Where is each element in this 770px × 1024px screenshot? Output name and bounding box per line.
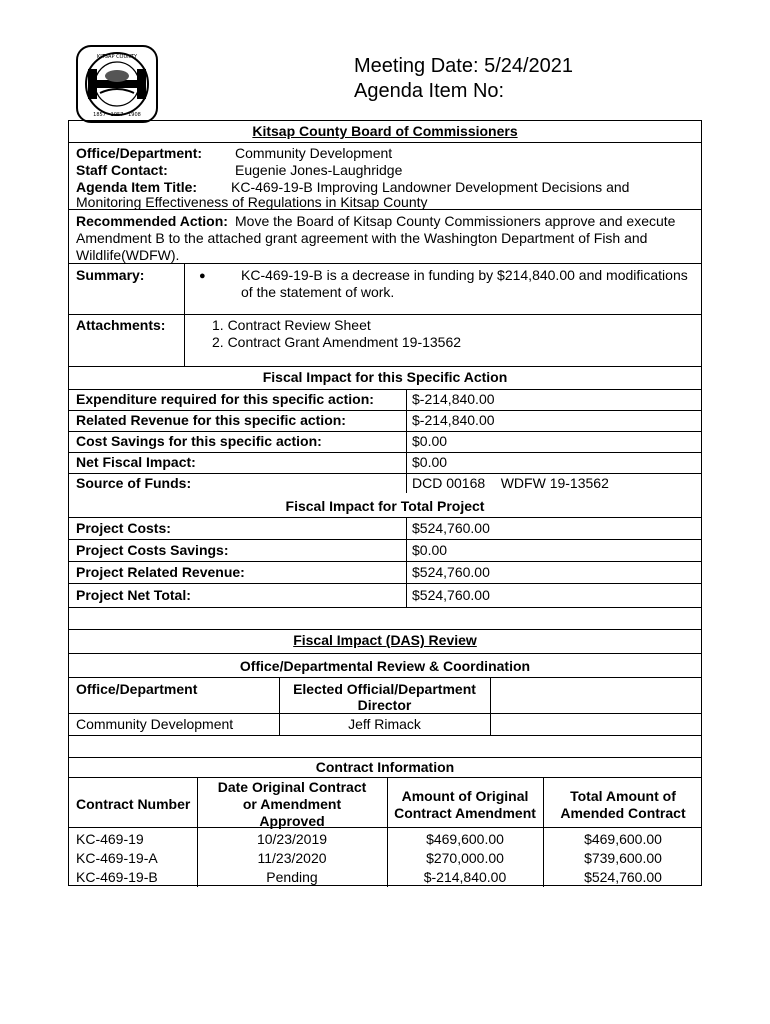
summary-line2: of the statement of work.: [241, 284, 395, 300]
contract-row-date: 11/23/2020: [257, 850, 327, 866]
fiscal-row-value: $0.00: [412, 454, 448, 470]
fiscal-row-label: Related Revenue for this specific action:: [76, 412, 346, 428]
contract-date-header: Date Original Contract: [217, 779, 367, 795]
meeting-header: [354, 54, 573, 104]
fiscal-row-label: Cost Savings for this specific action:: [76, 433, 322, 449]
fiscal-row-value: DCD 00168 WDFW 19-13562: [412, 475, 609, 491]
contract-row-number: KC-469-19: [76, 831, 144, 847]
recommended-action-line2: Amendment B to the attached grant agreement with the Washington Department of Fish and: [76, 230, 648, 246]
contract-row-total: $469,600.00: [584, 831, 662, 847]
fiscal-row-value: $-214,840.00: [412, 391, 495, 407]
summary-label: Summary:: [76, 267, 145, 283]
dept-col-office: Office/Department: [76, 681, 198, 697]
attachments-label: Attachments:: [76, 317, 166, 333]
contract-info-heading: Contract Information: [315, 759, 455, 775]
contract-row-amount: $469,600.00: [426, 831, 504, 847]
fiscal-row-label: Source of Funds:: [76, 475, 192, 491]
project-row-value: $0.00: [412, 542, 448, 558]
contract-amount-header: Amount of Original: [401, 788, 529, 804]
meeting-date: Meeting Date: 5/24/2021: [354, 55, 574, 77]
fiscal-row-label: Net Fiscal Impact:: [76, 454, 196, 470]
fiscal-specific-heading: Fiscal Impact for this Specific Action: [262, 369, 508, 385]
agenda-title-value-cont: Monitoring Effectiveness of Regulations in Kitsap County: [76, 194, 428, 210]
agenda-title-value: KC-469-19-B Improving Landowner Development Decisions and: [231, 179, 630, 195]
agenda-item-number: Agenda Item No:: [354, 80, 505, 102]
dept-office-value: Community Development: [76, 716, 234, 732]
contract-row-date: Pending: [266, 869, 318, 885]
dept-director-value: Jeff Rimack: [348, 716, 421, 732]
svg-text:1857 · 1957 · 1908: 1857 · 1957 · 1908: [93, 112, 141, 118]
dept-col-director-cont: Director: [357, 697, 412, 713]
summary-line1: KC-469-19-B is a decrease in funding by $214,840.00 and modifications: [241, 267, 688, 283]
attachment-item[interactable]: 1. Contract Review Sheet: [212, 317, 371, 333]
agenda-form: [68, 120, 702, 886]
staff-contact-label: Staff Contact:: [76, 162, 168, 178]
office-value: Community Development: [235, 145, 393, 161]
fiscal-row-label: Expenditure required for this specific action:: [76, 391, 374, 407]
fiscal-row-value: $-214,840.00: [412, 412, 495, 428]
board-title: Kitsap County Board of Commissioners: [252, 123, 518, 139]
contract-row-total: $524,760.00: [584, 869, 662, 885]
recommended-action-label: Recommended Action:: [76, 213, 228, 229]
contract-row-number: KC-469-19-A: [76, 850, 158, 866]
staff-contact-value: Eugenie Jones-Laughridge: [235, 162, 403, 178]
dept-col-director: Elected Official/Department: [293, 681, 476, 697]
contract-date-header-cont: or Amendment: [242, 796, 342, 812]
project-row-label: Project Costs Savings:: [76, 542, 229, 558]
das-review-heading: Fiscal Impact (DAS) Review: [293, 632, 477, 648]
contract-row-amount: $-214,840.00: [423, 869, 507, 885]
summary-bullet: ●: [199, 270, 206, 282]
recommended-action-line3: Wildlife(WDFW).: [76, 247, 180, 263]
fiscal-total-heading: Fiscal Impact for Total Project: [285, 498, 485, 514]
contract-row-date: 10/23/2019: [256, 831, 328, 847]
attachment-item[interactable]: 2. Contract Grant Amendment 19-13562: [212, 334, 462, 350]
recommended-action-line1: Move the Board of Kitsap County Commissioners approve and execute: [235, 213, 676, 229]
contract-total-header-cont: Amended Contract: [560, 805, 686, 821]
county-seal-logo: [76, 45, 158, 123]
office-label: Office/Department:: [76, 145, 203, 161]
fiscal-row-value: $0.00: [412, 433, 448, 449]
contract-date-header-cont2: Approved: [259, 813, 325, 829]
svg-text:KITSAP COUNTY: KITSAP COUNTY: [96, 54, 138, 60]
contract-number-header: Contract Number: [76, 796, 191, 812]
project-row-label: Project Costs:: [76, 520, 171, 536]
project-row-value: $524,760.00: [412, 564, 490, 580]
project-row-value: $524,760.00: [412, 520, 490, 536]
project-row-value: $524,760.00: [412, 587, 490, 603]
project-row-label: Project Net Total:: [76, 587, 191, 603]
project-row-label: Project Related Revenue:: [76, 564, 245, 580]
contract-row-total: $739,600.00: [584, 850, 662, 866]
dept-review-heading: Office/Departmental Review & Coordination: [239, 658, 531, 674]
contract-amount-header-cont: Contract Amendment: [394, 805, 536, 821]
contract-row-amount: $270,000.00: [426, 850, 504, 866]
contract-total-header: Total Amount of: [570, 788, 676, 804]
contract-row-number: KC-469-19-B: [76, 869, 158, 885]
agenda-title-label: Agenda Item Title:: [76, 179, 198, 195]
